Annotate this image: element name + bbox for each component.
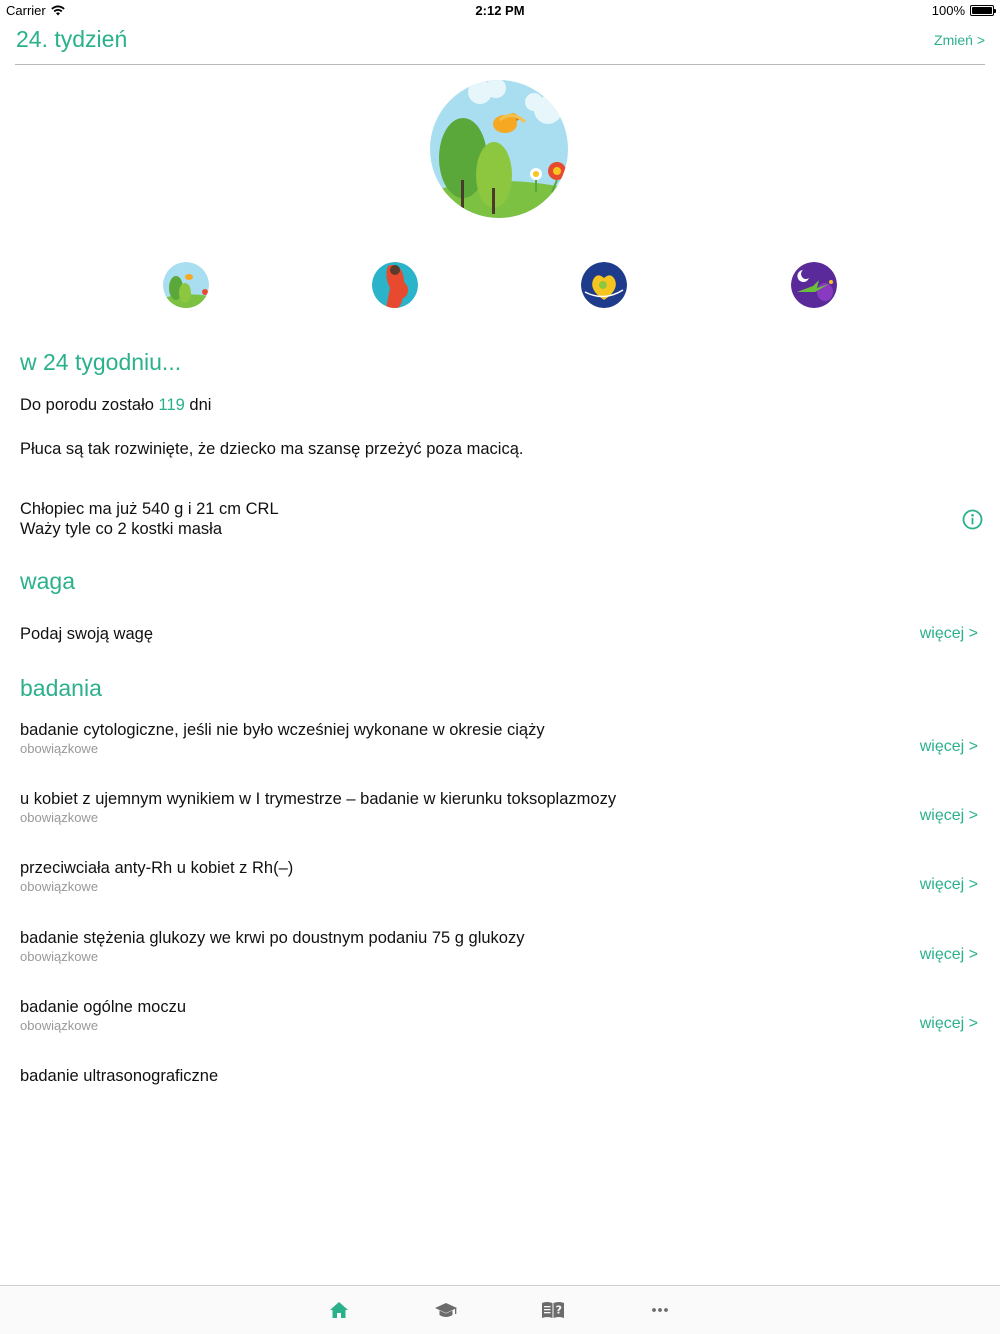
heart-baby-thumb-icon[interactable] <box>581 262 627 308</box>
pregnant-woman-thumb-icon[interactable] <box>372 262 418 308</box>
change-week-button[interactable]: Zmień > <box>934 32 985 48</box>
weight-more-link[interactable]: więcej > <box>919 625 978 642</box>
baby-size-comparison: Waży tyle co 2 kostki masła <box>20 520 223 538</box>
svg-text:?: ? <box>555 1303 562 1317</box>
exam-title: badanie ogólne moczu <box>20 998 187 1016</box>
carrier-label: Carrier <box>6 3 46 18</box>
exam-status: obowiązkowe <box>20 810 99 825</box>
baby-size-line: Chłopiec ma już 540 g i 21 cm CRL <box>20 500 279 518</box>
week-fact: Płuca są tak rozwinięte, że dziecko ma szansę przeżyć poza macicą. <box>20 440 524 458</box>
status-bar <box>0 0 1000 22</box>
weight-heading: waga <box>20 568 75 594</box>
countdown-prefix: Do porodu zostało <box>20 396 154 414</box>
exam-more-link[interactable]: więcej > <box>919 807 978 824</box>
clock: 2:12 PM <box>475 3 525 18</box>
exam-title: badanie cytologiczne, jeśli nie było wcześniej wykonane w okresie ciąży <box>20 721 545 739</box>
exam-status: obowiązkowe <box>20 949 99 964</box>
weight-prompt[interactable]: Podaj swoją wagę <box>20 625 153 643</box>
battery-icon <box>970 5 994 16</box>
landscape-illustration-icon <box>430 80 568 218</box>
tab-bar <box>0 1285 1000 1334</box>
home-icon[interactable] <box>327 1298 351 1322</box>
exam-more-link[interactable]: więcej > <box>919 876 978 893</box>
info-icon[interactable] <box>962 509 983 530</box>
exams-heading: badania <box>20 675 102 701</box>
battery-percent: 100% <box>931 3 965 18</box>
countdown-days: 119 <box>158 396 185 414</box>
exam-title: przeciwciała anty-Rh u kobiet z Rh(–) <box>20 859 294 877</box>
exam-status: obowiązkowe <box>20 879 99 894</box>
exam-title: badanie ultrasonograficzne <box>20 1067 219 1085</box>
hummingbird-night-thumb-icon[interactable] <box>791 262 837 308</box>
countdown-suffix: dni <box>189 396 212 414</box>
exam-title: badanie stężenia glukozy we krwi po doustnym podaniu 75 g glukozy <box>20 929 525 947</box>
exam-status: obowiązkowe <box>20 741 99 756</box>
navigation-bar <box>15 22 985 65</box>
landscape-thumb-icon[interactable] <box>163 262 209 308</box>
exam-title: u kobiet z ujemnym wynikiem w I trymestrze – badanie w kierunku toksoplazmozy <box>20 790 617 808</box>
exam-more-link[interactable]: więcej > <box>919 946 978 963</box>
week-heading: w 24 tygodniu... <box>20 349 182 375</box>
exam-more-link[interactable]: więcej > <box>919 1015 978 1032</box>
illustration-selector <box>0 262 1000 308</box>
battery-indicator <box>932 3 994 18</box>
countdown-text <box>20 395 211 416</box>
more-dots-icon[interactable] <box>648 1298 672 1322</box>
exam-status: obowiązkowe <box>20 1018 99 1033</box>
page-title: 24. tydzień <box>16 26 128 52</box>
education-icon[interactable] <box>434 1298 458 1322</box>
exam-more-link[interactable]: więcej > <box>919 738 978 755</box>
faq-book-icon[interactable] <box>541 1298 565 1322</box>
